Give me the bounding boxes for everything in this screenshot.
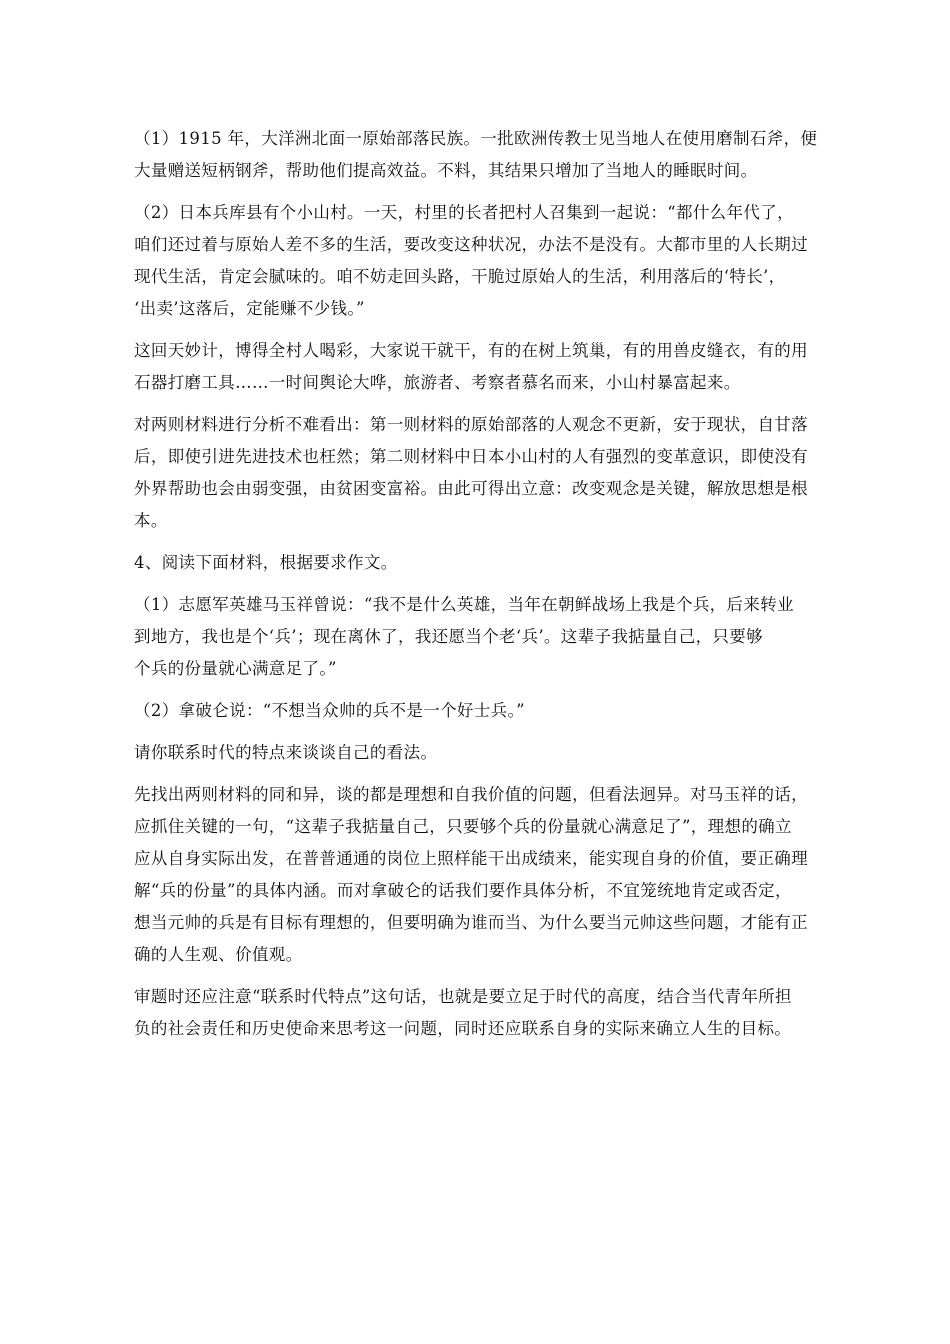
text-line: 个兵的份量就心满意足了。” — [134, 659, 337, 678]
text-line: 大量赠送短柄钢斧，帮助他们提高效益。不料，其结果只增加了当地人的睡眠时间。 — [134, 161, 758, 180]
text-line: 到地方，我也是个‘兵’；现在离休了，我还愿当个老‘兵’。这辈子我掂量自己，只要够 — [134, 627, 763, 646]
paragraph-material-1-ma-yuxiang — [134, 589, 814, 685]
text-line: 想当元帅的兵是有目标有理想的，但要明确为谁而当、为什么要当元帅这些问题，才能有正 — [134, 913, 808, 932]
text-line: 本。 — [134, 511, 168, 530]
paragraph-analysis-3 — [134, 981, 814, 1045]
text-line: 石器打磨工具……一时间舆论大哗，旅游者、考察者慕名而来，小山村暴富起来。 — [134, 373, 741, 392]
paragraph-material-2-napoleon — [134, 695, 814, 727]
text-line: （1）志愿军英雄马玉祥曾说：“我不是什么英雄，当年在朝鲜战场上我是个兵，后来转业 — [134, 595, 794, 614]
text-line: 确的人生观、价值观。 — [134, 945, 303, 964]
text-line: 解“兵的份量”的具体内涵。而对拿破仑的话我们要作具体分析，不宜笼统地肯定或否定， — [134, 881, 792, 900]
text-line: ‘出卖’这落后，定能赚不少钱。” — [134, 299, 365, 318]
text-line: 审题时还应注意“联系时代特点”这句话，也就是要立足于时代的高度，结合当代青年所担 — [134, 987, 792, 1006]
text-line: 对两则材料进行分析不难看出：第一则材料的原始部落的人观念不更新，安于现状，自甘落 — [134, 415, 808, 434]
text-line: （1）1915 年，大洋洲北面一原始部落民族。一批欧洲传教士见当地人在使用磨制石斧，便 — [134, 129, 818, 148]
question-4-heading — [134, 547, 814, 579]
text-line: 负的社会责任和历史使命来思考这一问题，同时还应联系自身的实际来确立人生的目标。 — [134, 1019, 792, 1038]
text-line: 咱们还过着与原始人差不多的生活，要改变这种状况，办法不是没有。大都市里的人长期过 — [134, 235, 808, 254]
text-line: 后，即使引进先进技术也枉然；第二则材料中日本小山村的人有强烈的变革意识，即使没有 — [134, 447, 808, 466]
text-line: 先找出两则材料的同和异，谈的都是理想和自我价值的问题，但看法迥异。对马玉祥的话， — [134, 785, 808, 804]
paragraph-village-result — [134, 335, 814, 399]
text-line: 应抓住关键的一句，“这辈子我掂量自己，只要够个兵的份量就心满意足了”，理想的确立 — [134, 817, 792, 836]
paragraph-analysis-2 — [134, 779, 814, 971]
text-line: 4、阅读下面材料，根据要求作文。 — [134, 553, 398, 572]
paragraph-material-2-village — [134, 197, 814, 325]
text-line: 现代生活，肯定会腻味的。咱不妨走回头路，干脆过原始人的生活，利用落后的‘特长’， — [134, 267, 786, 286]
paragraph-task — [134, 737, 814, 769]
text-line: （2）拿破仑说：“不想当众帅的兵不是一个好士兵。” — [134, 701, 525, 720]
paragraph-analysis-1 — [134, 409, 814, 537]
text-line: 请你联系时代的特点来谈谈自己的看法。 — [134, 743, 438, 762]
text-line: 这回天妙计，博得全村人喝彩，大家说干就干，有的在树上筑巢，有的用兽皮缝衣，有的用 — [134, 341, 808, 360]
text-line: （2）日本兵库县有个小山村。一天，村里的长者把村人召集到一起说：“都什么年代了， — [134, 203, 794, 222]
paragraph-material-1-tribe — [134, 123, 818, 187]
text-line: 应从自身实际出发，在普普通通的岗位上照样能干出成绩来，能实现自身的价值，要正确理 — [134, 849, 808, 868]
document-page — [134, 123, 818, 1045]
text-line: 外界帮助也会由弱变强，由贫困变富裕。由此可得出立意：改变观念是关键，解放思想是根 — [134, 479, 808, 498]
